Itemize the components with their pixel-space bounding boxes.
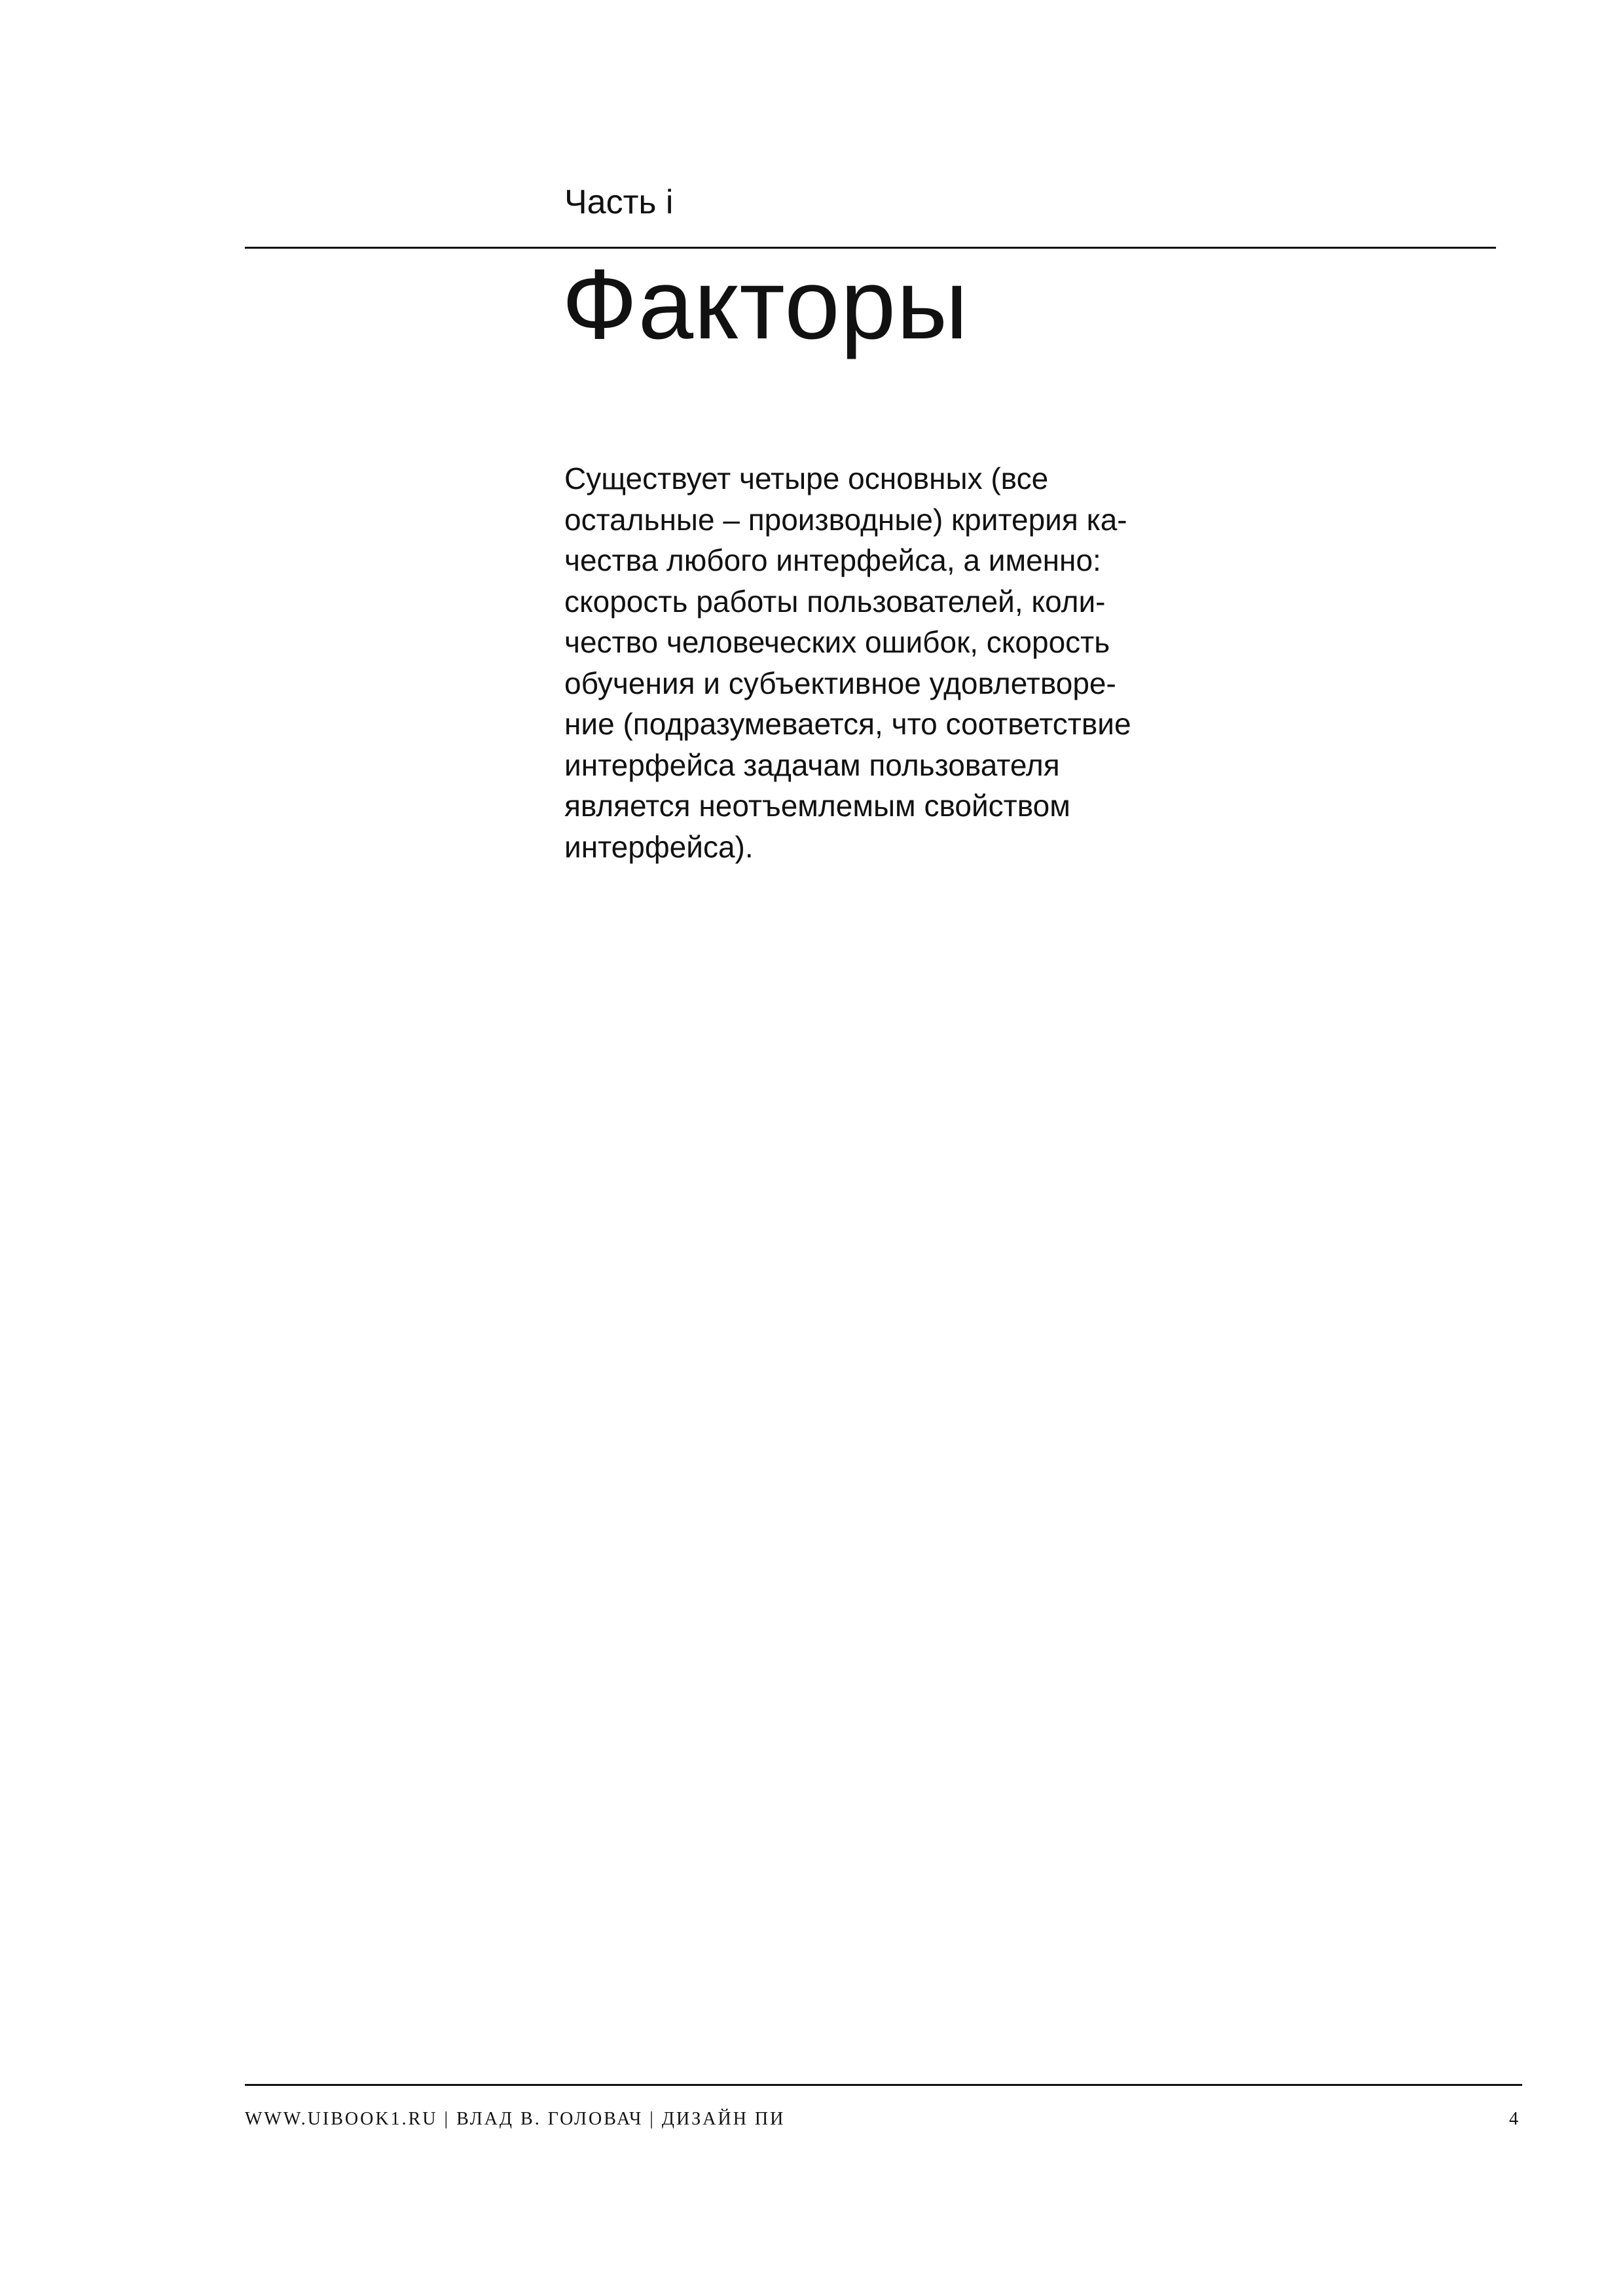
body-line: Существует четыре основных (все: [564, 461, 1049, 495]
body-line: является неотъемлемым свойством: [564, 789, 1070, 823]
body-line: интерфейса задачам пользователя: [564, 747, 1060, 782]
body-line: чество человеческих ошибок, скорость: [564, 625, 1110, 659]
footer-running-text: WWW.UIBOOK1.RU | ВЛАД В. ГОЛОВАЧ | ДИЗАЙН ПИ: [245, 2109, 786, 2129]
part-label: Часть i: [564, 183, 674, 221]
body-line: остальные – производные) критерия ка-: [564, 502, 1127, 537]
body-line: интерфейса).: [564, 829, 754, 864]
body-paragraph: [564, 458, 1219, 867]
page-number: 4: [1509, 2109, 1518, 2129]
body-line: ние (подразумевается, что соответствие: [564, 707, 1131, 741]
body-line: обучения и субъективное удовлетворе-: [564, 666, 1116, 700]
footer-divider: [245, 2084, 1522, 2086]
body-line: чества любого интерфейса, а именно:: [564, 543, 1101, 577]
body-line: скорость работы пользователей, коли-: [564, 584, 1106, 619]
chapter-title: Факторы: [562, 249, 969, 360]
